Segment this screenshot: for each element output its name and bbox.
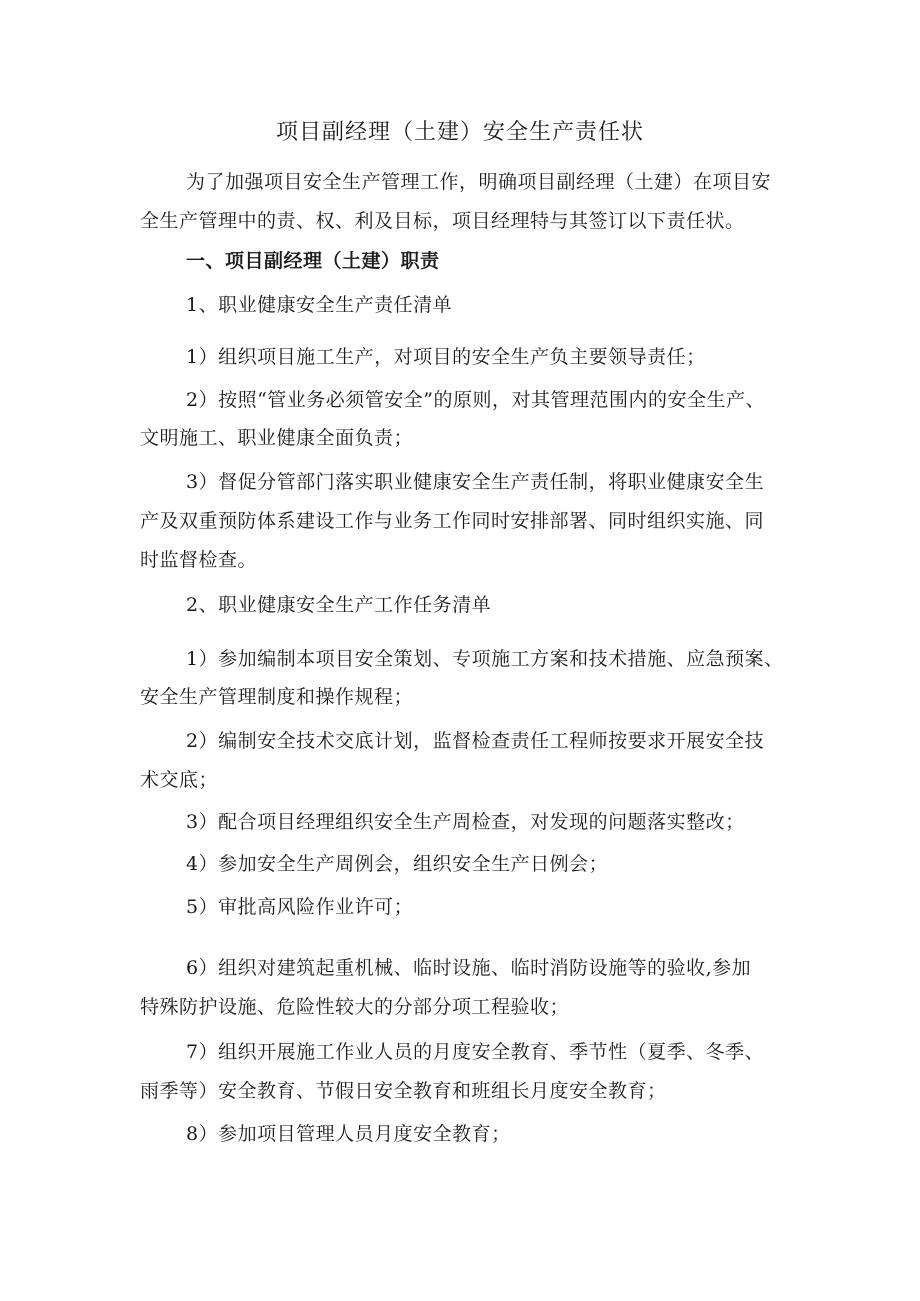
duty-item-2-line-2: 文明施工、职业健康全面负责；: [140, 427, 414, 449]
task-item-7-line-1: 7）组织开展施工作业人员的月度安全教育、季节性（夏季、冬季、: [186, 1041, 765, 1063]
intro-line-2: 全生产管理中的责、权、利及目标，项目经理特与其签订以下责任状。: [140, 210, 745, 232]
duty-item-3-line-3: 时监督检查。: [140, 549, 258, 571]
duty-item-2-line-1: 2）按照“管业务必须管安全”的原则，对其管理范围内的安全生产、: [186, 389, 766, 411]
task-item-6-line-1: 6）组织对建筑起重机械、临时设施、临时消防设施等的验收,参加: [186, 957, 752, 979]
duty-item-3-line-1: 3）督促分管部门落实职业健康安全生产责任制，将职业健康安全生: [186, 471, 765, 493]
task-item-1-line-2: 安全生产管理制度和操作规程；: [140, 686, 414, 708]
task-item-1-line-1: 1）参加编制本项目安全策划、专项施工方案和技术措施、应急预案、: [186, 648, 784, 670]
task-item-4-line-1: 4）参加安全生产周例会，组织安全生产日例会；: [186, 853, 609, 875]
intro-line-1: 为了加强项目安全生产管理工作，明确项目副经理（土建）在项目安: [186, 171, 772, 193]
task-item-3-line-1: 3）配合项目经理组织安全生产周检查，对发现的问题落实整改；: [186, 811, 745, 833]
document-title: 项目副经理（土建）安全生产责任状: [275, 120, 644, 145]
subsection-1-heading: 1、职业健康安全生产责任清单: [186, 294, 453, 316]
task-item-2-line-1: 2）编制安全技术交底计划，监督检查责任工程师按要求开展安全技: [186, 730, 765, 752]
duty-item-1-line-1: 1）组织项目施工生产，对项目的安全生产负主要领导责任；: [186, 346, 706, 368]
task-item-5-line-1: 5）审批高风险作业许可；: [186, 896, 414, 918]
task-item-7-line-2: 雨季等）安全教育、节假日安全教育和班组长月度安全教育；: [140, 1080, 667, 1102]
duty-item-3-line-2: 产及双重预防体系建设工作与业务工作同时安排部署、同时组织实施、同: [140, 510, 765, 532]
task-item-6-line-2: 特殊防护设施、危险性较大的分部分项工程验收；: [140, 996, 570, 1018]
section-1-heading: 一、项目副经理（土建）职责: [186, 250, 440, 272]
subsection-2-heading: 2、职业健康安全生产工作任务清单: [186, 594, 492, 616]
task-item-8-line-1: 8）参加项目管理人员月度安全教育；: [186, 1123, 511, 1145]
task-item-2-line-2: 术交底；: [140, 769, 219, 791]
